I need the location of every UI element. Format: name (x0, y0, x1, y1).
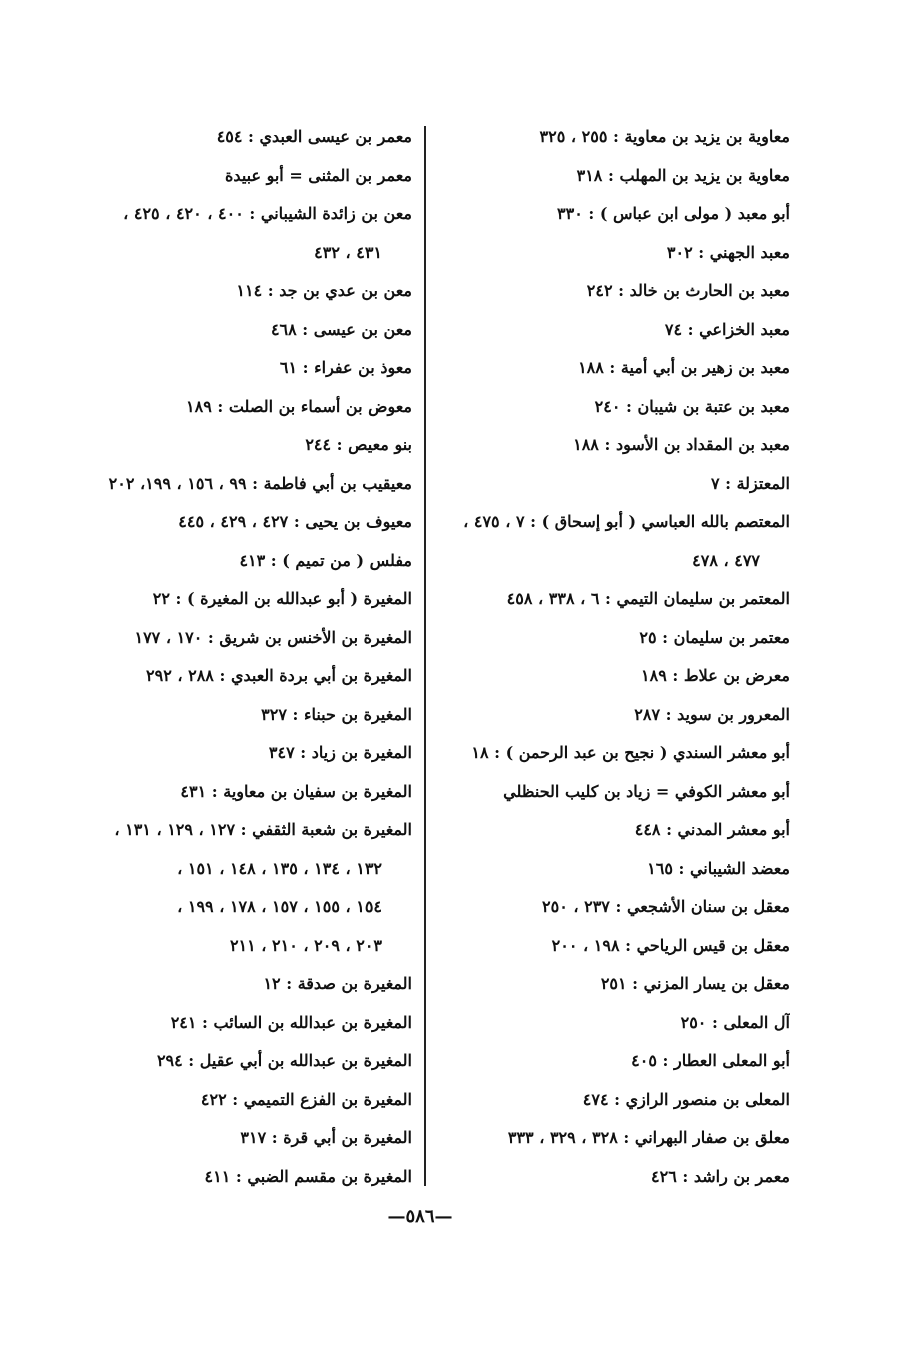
column-divider (424, 126, 426, 1186)
index-entry: معن بن عدي بن جد : ١١٤ (236, 281, 412, 300)
index-entry: معبد بن عتبة بن شيبان : ٢٤٠ (594, 396, 790, 416)
index-entry: مفلس ( من تميم ) : ٤١٣ (239, 550, 412, 570)
index-entry: معقل بن قيس الرياحي : ١٩٨ ، ٢٠٠ (551, 935, 790, 955)
index-entry: المغيرة بن عبدالله بن السائب : ٢٤١ (170, 1012, 412, 1032)
page-number: —٥٨٦— (387, 1206, 453, 1227)
index-entry: معبد الخزاعي : ٧٤ (664, 319, 790, 339)
index-entry: معن بن عيسى : ٤٦٨ (270, 319, 412, 339)
index-entry: معضد الشيباني : ١٦٥ (647, 858, 790, 878)
index-entry: المغيرة بن أبي بردة العبدي : ٢٨٨ ، ٢٩٢ (146, 666, 412, 685)
index-entry: أبو معبد ( مولى ابن عباس ) : ٣٣٠ (557, 204, 790, 223)
index-entry: المغيرة بن سفيان بن معاوية : ٤٣١ (180, 781, 412, 801)
index-entry: المعتمر بن سليمان التيمي : ٦ ، ٣٣٨ ، ٤٥٨ (506, 589, 790, 608)
index-entry: معمر بن المثنى = أبو عبيدة (225, 165, 412, 185)
index-entry: المغيرة بن صدقة : ١٢ (263, 974, 412, 993)
index-entry: معمر بن عيسى العبدي : ٤٥٤ (216, 127, 412, 146)
index-entry: معيوف بن يحيى : ٤٢٧ ، ٤٢٩ ، ٤٤٥ (178, 512, 412, 531)
index-entry: المغيرة بن أبي قرة : ٣١٧ (240, 1128, 412, 1147)
index-entry: بنو معيص : ٢٤٤ (305, 435, 412, 454)
index-entry: المغيرة بن الفزع التميمي : ٤٢٢ (200, 1089, 412, 1109)
index-entry: معتمر بن سليمان : ٢٥ (639, 627, 790, 647)
index-entry: معرض بن علاط : ١٨٩ (641, 666, 790, 685)
index-entry-continuation: ٢٠٣ ، ٢٠٩ ، ٢١٠ ، ٢١١ (229, 935, 382, 955)
index-entry: المغيرة بن شعبة الثقفي : ١٢٧ ، ١٢٩ ، ١٣١ ، (114, 820, 412, 839)
index-entry: المغيرة بن مقسم الضبي : ٤١١ (204, 1166, 412, 1186)
index-entry: معقل بن يسار المزني : ٢٥١ (600, 974, 790, 993)
index-entry: المعرور بن سويد : ٢٨٧ (634, 704, 790, 724)
index-entry: معبد بن الحارث بن خالد : ٢٤٢ (586, 281, 790, 300)
index-entry: معقل بن سنان الأشجعي : ٢٣٧ ، ٢٥٠ (542, 897, 790, 916)
index-entry: المغيرة ( أبو عبدالله بن المغيرة ) : ٢٢ (152, 589, 412, 608)
index-entry-continuation: ١٥٤ ، ١٥٥ ، ١٥٧ ، ١٧٨ ، ١٩٩ ، (177, 897, 382, 916)
index-entry: المغيرة بن زياد : ٣٤٧ (268, 743, 412, 762)
index-entry: معمر بن راشد : ٤٢٦ (651, 1166, 790, 1186)
index-entry-continuation: ٤٧٧ ، ٤٧٨ (692, 550, 760, 570)
index-entry: أبو معشر الكوفي = زياد بن كليب الحنظلي (503, 781, 790, 801)
index-entry: المغيرة بن حبناء : ٣٢٧ (261, 704, 412, 724)
index-column-left (62, 118, 412, 1196)
index-entry: المعلى بن منصور الرازي : ٤٧٤ (582, 1089, 790, 1109)
index-entry: معبد الجهني : ٣٠٢ (666, 242, 790, 262)
index-entry: المعتزلة : ٧ (710, 473, 790, 493)
index-entry: معيقيب بن أبي فاطمة : ٩٩ ، ١٥٦ ، ١٩٩، ٢٠٢ (108, 473, 412, 493)
index-entry-continuation: ٤٣١ ، ٤٣٢ (314, 242, 382, 262)
index-column-right (440, 118, 790, 1196)
index-entry: آل المعلى : ٢٥٠ (680, 1012, 790, 1032)
index-entry: معن بن زائدة الشيباني : ٤٠٠ ، ٤٢٠ ، ٤٢٥ ، (123, 204, 412, 223)
index-entry: المغيرة بن الأخنس بن شريق : ١٧٠ ، ١٧٧ (134, 627, 412, 647)
index-entry: معاوية بن يزيد بن المهلب : ٣١٨ (576, 165, 790, 185)
index-entry: المعتصم بالله العباسي ( أبو إسحاق ) : ٧ ، ٤٧٥ ، (463, 512, 790, 531)
index-entry: معلق بن صفار البهراني : ٣٢٨ ، ٣٢٩ ، ٣٣٣ (507, 1128, 790, 1147)
index-entry: أبو المعلى العطار : ٤٠٥ (631, 1051, 790, 1070)
index-entry: المغيرة بن عبدالله بن أبي عقيل : ٢٩٤ (156, 1051, 412, 1070)
index-entry: معاوية بن يزيد بن معاوية : ٢٥٥ ، ٣٢٥ (539, 127, 790, 146)
index-entry-continuation: ١٣٢ ، ١٣٤ ، ١٣٥ ، ١٤٨ ، ١٥١ ، (177, 858, 382, 878)
index-entry: أبو معشر المدني : ٤٤٨ (634, 820, 790, 839)
index-entry: أبو معشر السندي ( نجيح بن عبد الرحمن ) : ١٨ (471, 743, 790, 762)
index-entry: معبد بن المقداد بن الأسود : ١٨٨ (573, 435, 790, 454)
index-entry: معبد بن زهير بن أبي أمية : ١٨٨ (578, 358, 790, 377)
index-entry: معوذ بن عفراء : ٦١ (279, 358, 412, 377)
index-entry: معوض بن أسماء بن الصلت : ١٨٩ (186, 396, 412, 416)
